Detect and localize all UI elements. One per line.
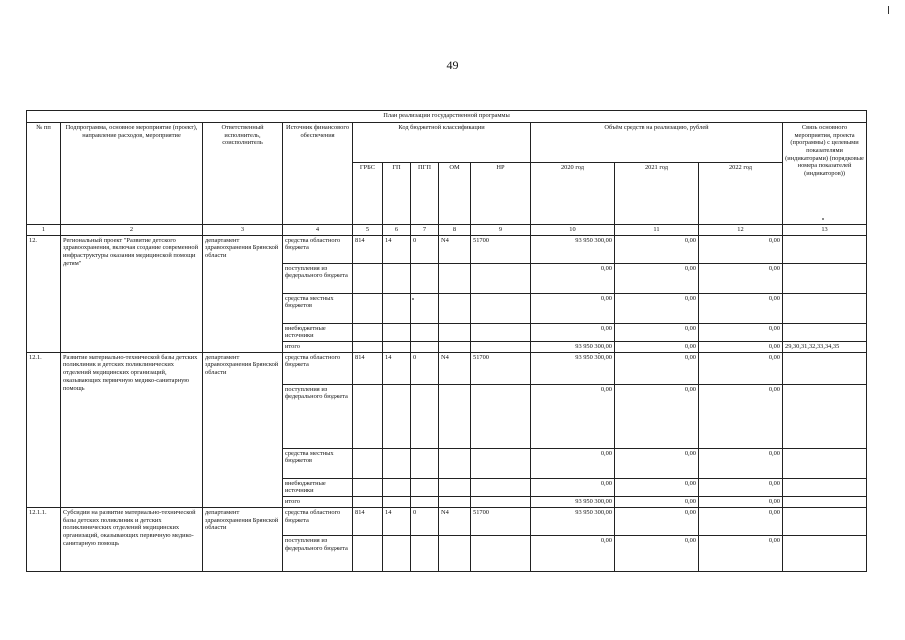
indicator-link — [783, 293, 867, 323]
amount-2021: 0,00 — [615, 535, 699, 571]
amount-2021: 0,00 — [615, 352, 699, 384]
budget-code-gp: 14 — [383, 507, 411, 535]
budget-code-pgp — [411, 448, 439, 478]
indicator-link — [783, 535, 867, 571]
page-number: 49 — [446, 58, 459, 72]
header-2020: 2020 год — [531, 163, 615, 225]
budget-code-om: N4 — [439, 507, 471, 535]
col-number: 10 — [531, 225, 615, 236]
header-pgp: ПГП — [411, 163, 439, 225]
amount-2022: 0,00 — [699, 448, 783, 478]
budget-code-nr: 51700 — [471, 352, 531, 384]
indicator-link — [783, 352, 867, 384]
budget-code-om — [439, 384, 471, 448]
responsible-executor: департамент здравоохранения Брянской области — [203, 235, 283, 352]
row-number: 12. — [27, 235, 61, 352]
amount-2020: 93 950 300,00 — [531, 497, 615, 508]
budget-code-nr — [471, 323, 531, 341]
column-number-row — [27, 225, 867, 236]
amount-2020: 0,00 — [531, 293, 615, 323]
amount-2020: 0,00 — [531, 384, 615, 448]
amount-2020: 93 950 300,00 — [531, 507, 615, 535]
header-subprogram: Подпрограмма, основное мероприятие (проект), направление расходов, мероприятие — [61, 123, 203, 225]
activity-name: Региональный проект "Развитие детского здравоохранения, включая создание современной инфраструктуры оказания медицинской помощи детям" — [61, 235, 203, 352]
funding-source: средства областного бюджета — [283, 507, 353, 535]
indicator-link: 29,30,31,32,33,34,35 — [783, 342, 867, 353]
funding-source: внебюджетные источники — [283, 478, 353, 496]
budget-code-grbs — [353, 323, 383, 341]
budget-code-gp — [383, 323, 411, 341]
budget-code-nr — [471, 384, 531, 448]
table-title: План реализации государственной программы — [27, 111, 867, 123]
budget-code-gp — [383, 263, 411, 293]
plan-table-body — [27, 235, 867, 571]
budget-code-gp — [383, 497, 411, 508]
amount-2022: 0,00 — [699, 263, 783, 293]
indicator-link — [783, 235, 867, 263]
col-number: 8 — [439, 225, 471, 236]
budget-code-grbs — [353, 497, 383, 508]
col-number: 4 — [283, 225, 353, 236]
activity-name: Субсидии на развитие материально-технической базы детских поликлиник и детских поликлинических отделений медицинских организаций, оказывающих первичную медико-санитарную помощь — [61, 507, 203, 571]
budget-code-om — [439, 478, 471, 496]
scan-speck — [822, 218, 824, 220]
scan-speck — [412, 298, 414, 300]
budget-code-gp: 14 — [383, 235, 411, 263]
amount-2020: 0,00 — [531, 535, 615, 571]
budget-code-nr — [471, 497, 531, 508]
budget-code-pgp — [411, 384, 439, 448]
budget-code-grbs — [353, 342, 383, 353]
budget-code-grbs: 814 — [353, 352, 383, 384]
amount-2022: 0,00 — [699, 293, 783, 323]
budget-code-grbs — [353, 448, 383, 478]
header-om: ОМ — [439, 163, 471, 225]
header-source: Источник финансового обеспечения — [283, 123, 353, 225]
responsible-executor: департамент здравоохранения Брянской области — [203, 507, 283, 571]
budget-code-pgp: 0 — [411, 352, 439, 384]
amount-2021: 0,00 — [615, 507, 699, 535]
budget-code-pgp: 0 — [411, 507, 439, 535]
header-link: Связь основного мероприятия, проекта (программы) с целевыми показателями (индикаторами) (порядковые номера показателей (индикаторов)) — [783, 123, 867, 225]
header-2022: 2022 год — [699, 163, 783, 225]
amount-2021: 0,00 — [615, 384, 699, 448]
budget-code-pgp — [411, 342, 439, 353]
budget-code-om: N4 — [439, 235, 471, 263]
amount-2022: 0,00 — [699, 497, 783, 508]
amount-2020: 93 950 300,00 — [531, 342, 615, 353]
amount-2020: 93 950 300,00 — [531, 235, 615, 263]
budget-code-nr: 51700 — [471, 235, 531, 263]
budget-code-pgp — [411, 497, 439, 508]
budget-code-pgp — [411, 478, 439, 496]
amount-2021: 0,00 — [615, 448, 699, 478]
amount-2020: 0,00 — [531, 478, 615, 496]
budget-code-om — [439, 535, 471, 571]
budget-code-gp: 14 — [383, 352, 411, 384]
budget-code-om — [439, 323, 471, 341]
budget-code-om — [439, 293, 471, 323]
amount-2022: 0,00 — [699, 352, 783, 384]
row-number: 12.1.1. — [27, 507, 61, 571]
funding-source: итого — [283, 342, 353, 353]
responsible-executor: департамент здравоохранения Брянской области — [203, 352, 283, 507]
budget-code-grbs — [353, 263, 383, 293]
indicator-link — [783, 507, 867, 535]
budget-code-nr — [471, 535, 531, 571]
header-gp: ГП — [383, 163, 411, 225]
amount-2022: 0,00 — [699, 323, 783, 341]
header-responsible: Ответственный исполнитель, соисполнитель — [203, 123, 283, 225]
funding-source: средства областного бюджета — [283, 235, 353, 263]
col-number: 11 — [615, 225, 699, 236]
amount-2022: 0,00 — [699, 507, 783, 535]
amount-2021: 0,00 — [615, 235, 699, 263]
indicator-link — [783, 323, 867, 341]
budget-code-pgp — [411, 293, 439, 323]
budget-code-grbs: 814 — [353, 507, 383, 535]
budget-code-nr — [471, 478, 531, 496]
amount-2022: 0,00 — [699, 384, 783, 448]
scan-speck — [598, 352, 600, 354]
budget-code-nr — [471, 342, 531, 353]
budget-code-om — [439, 263, 471, 293]
funding-source: поступления из федерального бюджета — [283, 263, 353, 293]
amount-2020: 93 950 300,00 — [531, 352, 615, 384]
budget-code-grbs: 814 — [353, 235, 383, 263]
program-plan-table — [26, 110, 867, 572]
header-volume: Объём средств на реализацию, рублей — [531, 123, 783, 163]
budget-code-grbs — [353, 478, 383, 496]
header-grbs: ГРБС — [353, 163, 383, 225]
budget-code-om — [439, 448, 471, 478]
indicator-link — [783, 263, 867, 293]
budget-code-pgp — [411, 323, 439, 341]
header-2021: 2021 год — [615, 163, 699, 225]
amount-2021: 0,00 — [615, 293, 699, 323]
amount-2020: 0,00 — [531, 448, 615, 478]
scan-edge-mark — [888, 6, 889, 14]
indicator-link — [783, 384, 867, 448]
col-number: 5 — [353, 225, 383, 236]
budget-code-pgp: 0 — [411, 235, 439, 263]
budget-code-nr — [471, 263, 531, 293]
budget-code-om — [439, 497, 471, 508]
budget-code-grbs — [353, 384, 383, 448]
amount-2022: 0,00 — [699, 478, 783, 496]
funding-source: поступления из федерального бюджета — [283, 535, 353, 571]
table-row — [27, 352, 867, 384]
funding-source: средства местных бюджетов — [283, 293, 353, 323]
funding-source: поступления из федерального бюджета — [283, 384, 353, 448]
col-number: 12 — [699, 225, 783, 236]
col-number: 6 — [383, 225, 411, 236]
indicator-link — [783, 448, 867, 478]
amount-2022: 0,00 — [699, 235, 783, 263]
table-row — [27, 507, 867, 535]
header-nr: НР — [471, 163, 531, 225]
budget-code-gp — [383, 342, 411, 353]
table-row — [27, 235, 867, 263]
col-number: 13 — [783, 225, 867, 236]
amount-2021: 0,00 — [615, 263, 699, 293]
budget-code-nr — [471, 448, 531, 478]
budget-code-gp — [383, 384, 411, 448]
indicator-link — [783, 478, 867, 496]
budget-code-pgp — [411, 535, 439, 571]
amount-2020: 0,00 — [531, 263, 615, 293]
amount-2022: 0,00 — [699, 342, 783, 353]
amount-2022: 0,00 — [699, 535, 783, 571]
activity-name: Развитие материально-технической базы детских поликлиник и детских поликлинических отделений медицинских организаций, оказывающих первичную медико-санитарную помощь — [61, 352, 203, 507]
budget-code-nr — [471, 293, 531, 323]
indicator-link — [783, 497, 867, 508]
col-number: 7 — [411, 225, 439, 236]
budget-code-nr: 51700 — [471, 507, 531, 535]
header-budget-code: Код бюджетной классификации — [353, 123, 531, 163]
budget-code-grbs — [353, 535, 383, 571]
row-number: 12.1. — [27, 352, 61, 507]
funding-source: средства областного бюджета — [283, 352, 353, 384]
budget-code-gp — [383, 478, 411, 496]
funding-source: внебюджетные источники — [283, 323, 353, 341]
col-number: 3 — [203, 225, 283, 236]
header-num: № пп — [27, 123, 61, 225]
budget-code-gp — [383, 293, 411, 323]
amount-2021: 0,00 — [615, 478, 699, 496]
col-number: 2 — [61, 225, 203, 236]
funding-source: средства местных бюджетов — [283, 448, 353, 478]
budget-code-grbs — [353, 293, 383, 323]
budget-code-gp — [383, 448, 411, 478]
budget-code-pgp — [411, 263, 439, 293]
col-number: 9 — [471, 225, 531, 236]
budget-code-om — [439, 342, 471, 353]
budget-code-om: N4 — [439, 352, 471, 384]
amount-2021: 0,00 — [615, 323, 699, 341]
budget-code-gp — [383, 535, 411, 571]
amount-2021: 0,00 — [615, 497, 699, 508]
funding-source: итого — [283, 497, 353, 508]
amount-2020: 0,00 — [531, 323, 615, 341]
amount-2021: 0,00 — [615, 342, 699, 353]
col-number: 1 — [27, 225, 61, 236]
